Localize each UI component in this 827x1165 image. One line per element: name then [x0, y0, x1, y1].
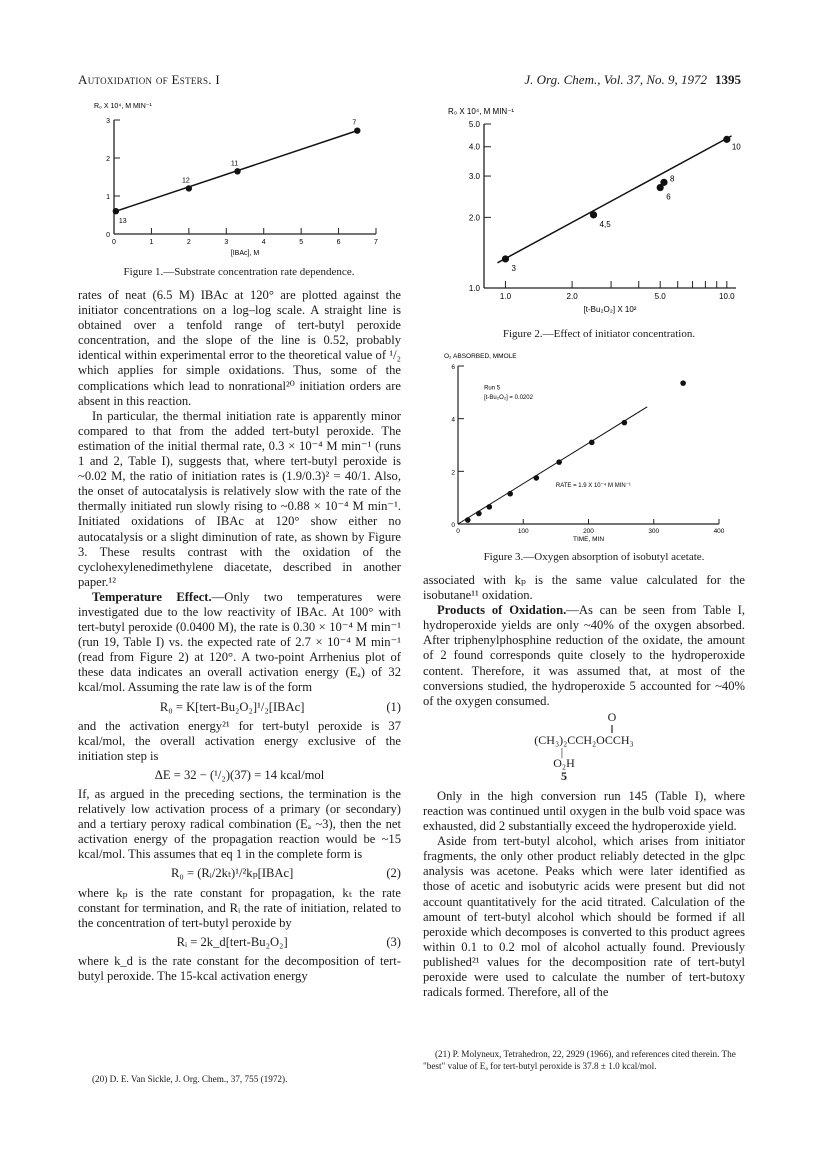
chem-carbonyl-o: O: [607, 709, 617, 724]
journal-ref: J. Org. Chem., Vol. 37, No. 9, 1972: [524, 72, 707, 87]
figure-3-caption: Figure 3.—Oxygen absorption of isobutyl acetate.: [483, 551, 705, 563]
y-tick-label: 3.0: [468, 172, 480, 182]
right-column: [423, 573, 745, 1000]
data-point: [354, 127, 360, 133]
paragraph-text: —Only two temperatures were investigated due to the low reactivity of IBAc. At 100° with tert-butyl peroxide (0.0400 M), the rate is 0.30 × 10⁻⁴ M min⁻¹ (run 19, Table I) vs. the expected rate of 2.7 × 10⁻⁴ M min⁻¹ (read from Figure 2) at 120°. A two-point Arrhenius plot of these data indicates an overall activation energy (Eₐ) of 32 kcal/mol. Assuming the rate law is of the form: [78, 589, 401, 695]
x-tick-label: 5: [299, 239, 304, 246]
paragraph: [78, 590, 401, 696]
page-number: 1395: [715, 72, 741, 87]
y-tick-label: 4.0: [468, 142, 480, 152]
journal-citation: [524, 72, 741, 88]
x-tick-label: 0: [112, 239, 116, 246]
paragraph: If, as argued in the preceding sections, the termination is the relatively low activation process of a primary (or secondary) and a tertiary peroxy radical combination (Eₐ ~3), then the net activation energy of the propagation reaction would be ~15 kcal/mol. This assumes that eq 1 in the complete form is: [78, 787, 401, 862]
paragraph: [423, 603, 745, 709]
x-tick-label: 10.0: [719, 292, 735, 301]
data-point: [234, 168, 240, 174]
paragraph: Only in the high conversion run 145 (Table I), where reaction was continued until oxygen in the bulb void space was exhausted, did 2 substantially exceed the hydroperoxide yield.: [423, 788, 745, 834]
equation-number: (2): [386, 866, 401, 881]
x-tick-label: 300: [648, 528, 660, 535]
data-point: [502, 255, 509, 262]
x-axis-label: [IBAc], M: [230, 250, 260, 257]
x-tick-label: 1: [149, 239, 154, 246]
chemical-structure-5: [423, 711, 745, 783]
chem-hydroperoxy: O₂H: [553, 755, 575, 770]
data-point: [556, 459, 562, 465]
annotation-concentration: [t-Bu₂O₂] = 0.0202: [484, 394, 533, 401]
point-label: 6: [666, 192, 671, 202]
y-axis-label: R₀ X 10⁴, M MIN⁻¹: [448, 107, 515, 116]
section-heading: Products of Oxidation.: [437, 603, 567, 618]
x-axis-label: TIME, MIN: [572, 536, 605, 543]
equation-1: [78, 696, 401, 719]
figure-3-chart: [444, 346, 744, 546]
equation-number: (3): [386, 934, 401, 949]
y-tick-label: 2: [451, 469, 455, 477]
data-point: [186, 185, 192, 191]
paragraph: rates of neat (6.5 M) IBAc at 120° are plotted against the initiator concentrations on a log–log scale. A straight line is obtained over a tenfold range of tert-butyl peroxide concentration, and the slope of the line is 0.52, probably identical within experimental error to the theoretical value of ¹/₂ which applies for simple oxidations. Thus, some of the complications which lead to nonrational²⁰ initiation orders are absent in this reaction.: [78, 288, 401, 408]
equation-2: [78, 862, 401, 885]
point-label: 10: [731, 142, 741, 152]
x-tick-label: 100: [517, 528, 529, 535]
data-point: [680, 380, 686, 386]
x-tick-label: 6: [336, 239, 341, 246]
point-label: 7: [352, 119, 357, 127]
data-point: [507, 491, 513, 497]
footnote-20: (20) D. E. Van Sickle, J. Org. Chem., 37, 755 (1972).: [92, 1074, 288, 1084]
equation-text: R₀ = (Rᵢ/2kₜ)¹/²kₚ[IBAc]: [171, 866, 294, 881]
figure-2-caption: Figure 2.—Effect of initiator concentration.: [502, 328, 696, 340]
data-point: [723, 136, 730, 143]
paragraph: Aside from tert-butyl alcohol, which arises from initiator fragments, the only other product reliably detected in the glpc analysis was acetone. Peaks which were later identified as those of acetic and isobutyric acids were present but did not account quantitatively for the acid titrated. Calculation of the amount of tert-butyl alcohol which should be formed if all peroxide which decomposes is converted to this product agrees within 0.1 to 0.2 mol of alcohol actually found. Previously published²¹ values for the decomposition rate of tert-butyl peroxide were used to calculate the number of tert-butoxy radicals formed. Therefore, all of the: [423, 834, 745, 1000]
y-tick-label: 4: [451, 416, 455, 424]
x-tick-label: 2.0: [566, 292, 578, 301]
y-tick-label: 2: [106, 156, 110, 163]
point-label: 12: [181, 177, 190, 185]
annotation-rate: RATE = 1.9 X 10⁻⁴ M MIN⁻¹: [555, 483, 631, 490]
point-label: 8: [669, 174, 675, 184]
point-label: 13: [118, 218, 127, 226]
y-tick-label: 6: [451, 364, 455, 371]
x-tick-label: 5.0: [654, 292, 666, 301]
equation-3: [78, 931, 401, 954]
point-label: 4,5: [599, 219, 611, 229]
x-tick-label: 400: [713, 528, 725, 535]
y-axis-label: O₂ ABSORBED, MMOLE: [444, 353, 517, 360]
paragraph: where k_d is the rate constant for the decomposition of tert-butyl peroxide. The 15-kcal activation energy: [78, 953, 401, 984]
y-tick-label: 3: [106, 118, 110, 125]
y-axis-label: R₀ X 10⁴, M MIN⁻¹: [94, 103, 152, 110]
data-point: [590, 211, 597, 218]
left-column: [78, 288, 401, 984]
x-tick-label: 2: [186, 239, 191, 246]
x-tick-label: 0: [456, 528, 460, 535]
paragraph: associated with kₚ is the same value calculated for the isobutane¹¹ oxidation.: [423, 573, 745, 603]
footnote-21: (21) P. Molyneux, Tetrahedron, 22, 2929 (1966), and references cited therein. The "best" value of Eₐ for tert-butyl peroxide is 37.8 ± 1.0 kcal/mol.: [423, 1049, 736, 1071]
y-tick-label: 0: [451, 522, 455, 529]
x-tick-label: 4: [261, 239, 266, 246]
x-tick-label: 7: [374, 239, 378, 246]
chem-bond: |: [560, 744, 564, 759]
equation-text: ΔE = 32 − (¹/₂)(37) = 14 kcal/mol: [154, 767, 325, 782]
x-tick-label: 3: [224, 239, 229, 246]
figure-1-chart: [84, 98, 394, 266]
y-tick-label: 1: [106, 194, 110, 201]
y-tick-label: 5.0: [468, 120, 480, 129]
data-point: [476, 511, 482, 517]
point-label: 11: [230, 160, 239, 168]
data-point: [660, 179, 667, 186]
y-tick-label: 2.0: [468, 213, 480, 223]
fit-line: [497, 136, 731, 263]
x-tick-label: 1.0: [499, 292, 512, 301]
equation-number: (1): [386, 699, 401, 714]
annotation-run: Run 5: [484, 385, 501, 392]
paragraph: and the activation energy²¹ for tert-butyl peroxide is 37 kcal/mol, the overall activation energy exclusive of the initiation step is: [78, 718, 401, 763]
paragraph: In particular, the thermal initiation rate is apparently minor compared to that from the added tert-butyl peroxide. The estimation of the initial thermal rate, 0.3 × 10⁻⁴ M min⁻¹ (runs 1 and 2, Table I), suggests that, where tert-butyl peroxide is ~0.02 M, the ratio of initiation rates is (1.9/0.3)² = 40/1. Also, the onset of autocatalysis is relatively slow with the rate of the thermally initiated run slowly rising to ~0.88 × 10⁻⁴ M min⁻¹. Initiated oxidations of IBAc at 120° show either no autocatalysis or a slight diminution of rate, as shown by Figure 3. These results contrast with the oxidation of the cyclohexylenedimethylene diacetate, described in another paper.¹²: [78, 408, 401, 589]
data-point: [622, 420, 628, 426]
equation-text: Rᵢ = 2k_d[tert-Bu₂O₂]: [176, 934, 288, 949]
figure-1-caption: Figure 1.—Substrate concentration rate dependence.: [123, 266, 355, 278]
y-tick-label: 1.0: [468, 284, 480, 293]
chem-double-bond: ‖: [610, 721, 614, 736]
running-header: Autoxidation of Esters. I: [78, 72, 220, 87]
point-label: 3: [511, 263, 516, 273]
x-tick-label: 200: [583, 528, 594, 535]
data-point: [534, 475, 540, 481]
equation-delta-e: [78, 764, 401, 787]
compound-number: 5: [561, 768, 567, 783]
data-point: [113, 208, 119, 214]
chem-main-chain: (CH₃)₂CCH₂OCCH₃: [534, 732, 634, 747]
data-point: [465, 517, 471, 523]
equation-text: R₀ = K[tert-Bu₂O₂]¹/₂[IBAc]: [159, 699, 305, 714]
data-point: [487, 504, 493, 510]
x-axis-label: [t-Bu₂O₂] X 10²: [583, 305, 637, 314]
figure-2-chart: [444, 102, 754, 320]
paragraph-text: —As can be seen from Table I, hydroperoxide yields are only ~40% of the oxygen absorbed. After triphenylphosphine reduction of the oxidate, the amount of 2 found corresponds quite closely to the hydroperoxide content. Therefore, it was assumed that, at most of the conversions studied, the hydroperoxide 5 accounted for ~40% of the oxygen consumed.: [423, 603, 745, 708]
y-tick-label: 0: [106, 232, 110, 239]
data-point: [589, 440, 595, 446]
section-heading: Temperature Effect.: [92, 589, 212, 604]
fit-line: [458, 407, 647, 524]
paragraph: where kₚ is the rate constant for propagation, kₜ the rate constant for termination, and Rᵢ the rate of initiation, related to the concentration of tert-butyl peroxide by: [78, 885, 401, 930]
